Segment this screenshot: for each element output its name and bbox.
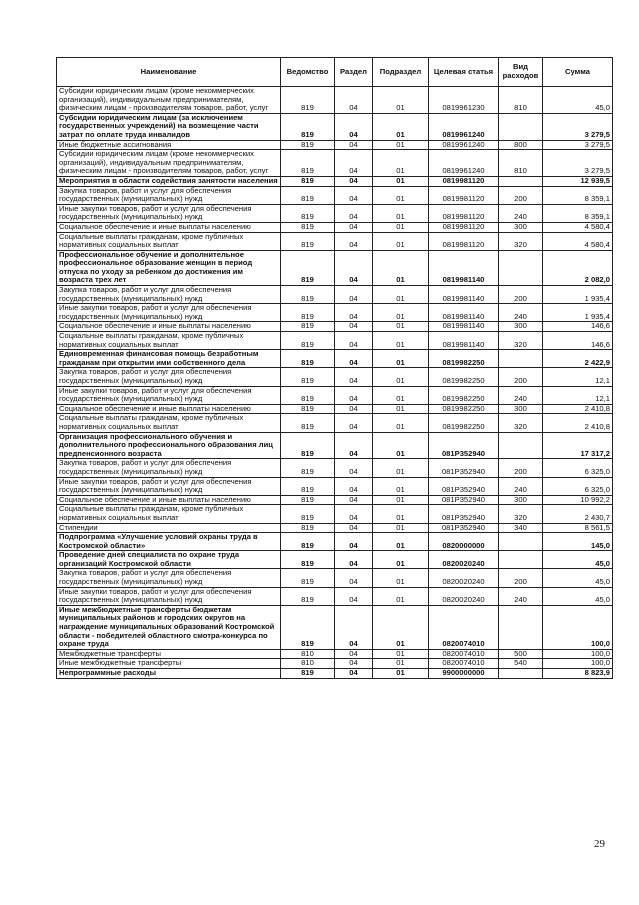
row-section-cell: 04 (335, 232, 373, 250)
row-amount-cell: 2 410,8 (543, 404, 613, 414)
row-department-cell: 819 (281, 533, 335, 551)
table-row (57, 204, 613, 222)
row-department-cell: 819 (281, 176, 335, 186)
row-amount-cell: 45,0 (543, 569, 613, 587)
row-name-cell: Мероприятия в области содействия занятости населения (57, 176, 281, 186)
table-row (57, 87, 613, 114)
row-amount-cell: 2 430,7 (543, 505, 613, 523)
row-department-cell: 819 (281, 459, 335, 477)
row-target-article-cell: 0819982250 (429, 368, 499, 386)
row-expense-type-cell: 240 (499, 386, 543, 404)
row-expense-type-cell (499, 176, 543, 186)
row-target-article-cell: 0820074010 (429, 649, 499, 659)
row-amount-cell: 8 359,1 (543, 204, 613, 222)
row-expense-type-cell (499, 551, 543, 569)
row-amount-cell: 3 279,5 (543, 150, 613, 177)
row-expense-type-cell: 810 (499, 87, 543, 114)
row-section-cell: 04 (335, 533, 373, 551)
row-expense-type-cell: 320 (499, 232, 543, 250)
row-department-cell: 819 (281, 605, 335, 649)
table-row (57, 386, 613, 404)
table-row (57, 368, 613, 386)
row-name-cell: Стипендии (57, 523, 281, 533)
row-subsection-cell: 01 (373, 222, 429, 232)
row-target-article-cell: 0819982250 (429, 386, 499, 404)
row-amount-cell: 4 580,4 (543, 232, 613, 250)
row-name-cell: Социальные выплаты гражданам, кроме публичных нормативных социальных выплат (57, 505, 281, 523)
header-target-article: Целевая статья (429, 58, 499, 87)
table-row (57, 505, 613, 523)
row-amount-cell: 100,0 (543, 659, 613, 669)
row-expense-type-cell: 320 (499, 414, 543, 432)
row-section-cell: 04 (335, 386, 373, 404)
row-amount-cell: 6 325,0 (543, 477, 613, 495)
table-row (57, 322, 613, 332)
row-department-cell: 819 (281, 350, 335, 368)
row-target-article-cell: 081P352940 (429, 523, 499, 533)
budget-table (56, 57, 613, 679)
row-name-cell: Иные межбюджетные трансферты бюджетам муниципальных районов и городских округов на награждение муниципальных образований Костромской области - победителей областного смотра-конкурса по охране труда (57, 605, 281, 649)
row-section-cell: 04 (335, 569, 373, 587)
table-row (57, 332, 613, 350)
row-section-cell: 04 (335, 649, 373, 659)
row-name-cell: Субсидии юридическим лицам (кроме некоммерческих организаций), индивидуальным предпринимателям, физическим лицам - производителям товаров, работ, услуг (57, 87, 281, 114)
row-section-cell: 04 (335, 659, 373, 669)
row-department-cell: 819 (281, 87, 335, 114)
row-target-article-cell: 0819981120 (429, 232, 499, 250)
row-name-cell: Социальные выплаты гражданам, кроме публичных нормативных социальных выплат (57, 414, 281, 432)
row-subsection-cell: 01 (373, 232, 429, 250)
table-row (57, 569, 613, 587)
table-row (57, 523, 613, 533)
row-department-cell: 819 (281, 669, 335, 679)
row-target-article-cell: 0819981140 (429, 322, 499, 332)
table-row (57, 605, 613, 649)
table-row (57, 659, 613, 669)
row-department-cell: 819 (281, 477, 335, 495)
row-target-article-cell: 0819961230 (429, 87, 499, 114)
row-department-cell: 819 (281, 551, 335, 569)
row-target-article-cell: 0819981140 (429, 250, 499, 285)
row-expense-type-cell (499, 669, 543, 679)
row-subsection-cell: 01 (373, 649, 429, 659)
row-name-cell: Закупка товаров, работ и услуг для обеспечения государственных (муниципальных) нужд (57, 459, 281, 477)
row-amount-cell: 2 422,9 (543, 350, 613, 368)
row-expense-type-cell (499, 250, 543, 285)
row-name-cell: Социальное обеспечение и иные выплаты населению (57, 222, 281, 232)
row-amount-cell: 145,0 (543, 533, 613, 551)
row-section-cell: 04 (335, 605, 373, 649)
row-department-cell: 819 (281, 286, 335, 304)
row-expense-type-cell: 320 (499, 505, 543, 523)
row-subsection-cell: 01 (373, 386, 429, 404)
row-section-cell: 04 (335, 286, 373, 304)
row-name-cell: Закупка товаров, работ и услуг для обеспечения государственных (муниципальных) нужд (57, 186, 281, 204)
header-subsection: Подраздел (373, 58, 429, 87)
row-subsection-cell: 01 (373, 250, 429, 285)
row-department-cell: 819 (281, 204, 335, 222)
row-section-cell: 04 (335, 459, 373, 477)
row-department-cell: 819 (281, 495, 335, 505)
table-row (57, 495, 613, 505)
row-target-article-cell: 0819961240 (429, 113, 499, 140)
row-department-cell: 819 (281, 386, 335, 404)
row-name-cell: Межбюджетные трансферты (57, 649, 281, 659)
row-amount-cell: 100,0 (543, 605, 613, 649)
row-subsection-cell: 01 (373, 150, 429, 177)
row-target-article-cell: 0820020240 (429, 569, 499, 587)
row-department-cell: 819 (281, 150, 335, 177)
row-subsection-cell: 01 (373, 286, 429, 304)
table-header-row (57, 58, 613, 87)
row-target-article-cell: 0819981140 (429, 332, 499, 350)
row-amount-cell: 146,6 (543, 332, 613, 350)
row-subsection-cell: 01 (373, 414, 429, 432)
row-expense-type-cell: 300 (499, 404, 543, 414)
row-amount-cell: 100,0 (543, 649, 613, 659)
row-department-cell: 819 (281, 368, 335, 386)
row-subsection-cell: 01 (373, 140, 429, 150)
row-department-cell: 819 (281, 250, 335, 285)
row-department-cell: 810 (281, 649, 335, 659)
row-subsection-cell: 01 (373, 533, 429, 551)
header-section: Раздел (335, 58, 373, 87)
row-target-article-cell: 0819982250 (429, 414, 499, 432)
row-name-cell: Профессиональное обучение и дополнительное профессиональное образование женщин в период отпуска по уходу за ребенком до достижения им возраста трех лет (57, 250, 281, 285)
row-name-cell: Иные закупки товаров, работ и услуг для обеспечения государственных (муниципальных) нужд (57, 477, 281, 495)
table-row (57, 649, 613, 659)
row-name-cell: Субсидии юридическим лицам (за исключением государственных учреждений) на возмещение части затрат по оплате труда инвалидов (57, 113, 281, 140)
row-target-article-cell: 0820020240 (429, 551, 499, 569)
row-name-cell: Иные закупки товаров, работ и услуг для обеспечения государственных (муниципальных) нужд (57, 204, 281, 222)
row-section-cell: 04 (335, 250, 373, 285)
row-subsection-cell: 01 (373, 186, 429, 204)
header-department: Ведомство (281, 58, 335, 87)
row-name-cell: Закупка товаров, работ и услуг для обеспечения государственных (муниципальных) нужд (57, 368, 281, 386)
table-row (57, 286, 613, 304)
row-section-cell: 04 (335, 350, 373, 368)
row-department-cell: 819 (281, 113, 335, 140)
row-amount-cell: 8 823,9 (543, 669, 613, 679)
row-target-article-cell: 9900000000 (429, 669, 499, 679)
row-subsection-cell: 01 (373, 322, 429, 332)
row-department-cell: 819 (281, 222, 335, 232)
row-subsection-cell: 01 (373, 176, 429, 186)
row-subsection-cell: 01 (373, 332, 429, 350)
row-expense-type-cell (499, 605, 543, 649)
row-department-cell: 819 (281, 523, 335, 533)
row-subsection-cell: 01 (373, 459, 429, 477)
table-row (57, 551, 613, 569)
row-subsection-cell: 01 (373, 587, 429, 605)
row-expense-type-cell (499, 533, 543, 551)
row-expense-type-cell: 500 (499, 649, 543, 659)
row-amount-cell: 1 935,4 (543, 304, 613, 322)
row-name-cell: Социальное обеспечение и иные выплаты населению (57, 322, 281, 332)
row-expense-type-cell (499, 432, 543, 459)
row-name-cell: Подпрограмма «Улучшение условий охраны труда в Костромской области» (57, 533, 281, 551)
row-expense-type-cell: 240 (499, 304, 543, 322)
row-name-cell: Единовременная финансовая помощь безработным гражданам при открытии ими собственного дела (57, 350, 281, 368)
header-expense-type: Вид расходов (499, 58, 543, 87)
row-expense-type-cell (499, 113, 543, 140)
row-expense-type-cell: 200 (499, 459, 543, 477)
row-section-cell: 04 (335, 332, 373, 350)
row-name-cell: Организация профессионального обучения и дополнительного профессионального образования лиц предпенсионного возраста (57, 432, 281, 459)
row-expense-type-cell: 800 (499, 140, 543, 150)
row-amount-cell: 45,0 (543, 587, 613, 605)
row-target-article-cell: 081P352940 (429, 459, 499, 477)
row-section-cell: 04 (335, 113, 373, 140)
row-section-cell: 04 (335, 551, 373, 569)
table-row (57, 176, 613, 186)
row-department-cell: 819 (281, 404, 335, 414)
table-row (57, 304, 613, 322)
row-section-cell: 04 (335, 523, 373, 533)
row-name-cell: Иные закупки товаров, работ и услуг для обеспечения государственных (муниципальных) нужд (57, 386, 281, 404)
row-amount-cell: 6 325,0 (543, 459, 613, 477)
row-amount-cell: 45,0 (543, 87, 613, 114)
row-target-article-cell: 081P352940 (429, 432, 499, 459)
row-department-cell: 819 (281, 505, 335, 523)
table-body (57, 87, 613, 679)
row-expense-type-cell: 200 (499, 368, 543, 386)
row-expense-type-cell: 200 (499, 569, 543, 587)
table-row (57, 414, 613, 432)
row-department-cell: 819 (281, 587, 335, 605)
row-expense-type-cell: 300 (499, 222, 543, 232)
row-target-article-cell: 0819981120 (429, 204, 499, 222)
row-amount-cell: 4 580,4 (543, 222, 613, 232)
row-name-cell: Субсидии юридическим лицам (кроме некоммерческих организаций), индивидуальным предпринимателям, физическим лицам - производителям товаров, работ, услуг (57, 150, 281, 177)
row-subsection-cell: 01 (373, 495, 429, 505)
table-row (57, 459, 613, 477)
row-section-cell: 04 (335, 222, 373, 232)
row-expense-type-cell: 240 (499, 587, 543, 605)
row-subsection-cell: 01 (373, 87, 429, 114)
row-target-article-cell: 0819961240 (429, 150, 499, 177)
row-department-cell: 810 (281, 659, 335, 669)
row-subsection-cell: 01 (373, 350, 429, 368)
table-row (57, 140, 613, 150)
header-amount: Сумма (543, 58, 613, 87)
row-department-cell: 819 (281, 332, 335, 350)
row-subsection-cell: 01 (373, 505, 429, 523)
row-section-cell: 04 (335, 432, 373, 459)
row-section-cell: 04 (335, 477, 373, 495)
row-section-cell: 04 (335, 414, 373, 432)
table-row (57, 250, 613, 285)
row-section-cell: 04 (335, 495, 373, 505)
row-target-article-cell: 0820000000 (429, 533, 499, 551)
page-number: 29 (594, 838, 605, 850)
row-expense-type-cell: 340 (499, 523, 543, 533)
row-name-cell: Закупка товаров, работ и услуг для обеспечения государственных (муниципальных) нужд (57, 569, 281, 587)
row-expense-type-cell: 810 (499, 150, 543, 177)
row-section-cell: 04 (335, 150, 373, 177)
row-expense-type-cell: 320 (499, 332, 543, 350)
row-target-article-cell: 0819961240 (429, 140, 499, 150)
row-subsection-cell: 01 (373, 477, 429, 495)
row-section-cell: 04 (335, 669, 373, 679)
row-subsection-cell: 01 (373, 551, 429, 569)
row-name-cell: Иные межбюджетные трансферты (57, 659, 281, 669)
row-amount-cell: 3 279,5 (543, 140, 613, 150)
row-section-cell: 04 (335, 176, 373, 186)
row-section-cell: 04 (335, 404, 373, 414)
row-subsection-cell: 01 (373, 404, 429, 414)
row-target-article-cell: 081P352940 (429, 505, 499, 523)
row-target-article-cell: 0819982250 (429, 350, 499, 368)
row-target-article-cell: 0820074010 (429, 659, 499, 669)
row-section-cell: 04 (335, 186, 373, 204)
row-name-cell: Закупка товаров, работ и услуг для обеспечения государственных (муниципальных) нужд (57, 286, 281, 304)
row-amount-cell: 146,6 (543, 322, 613, 332)
row-subsection-cell: 01 (373, 605, 429, 649)
row-subsection-cell: 01 (373, 669, 429, 679)
row-department-cell: 819 (281, 140, 335, 150)
row-name-cell: Иные закупки товаров, работ и услуг для обеспечения государственных (муниципальных) нужд (57, 587, 281, 605)
row-name-cell: Социальное обеспечение и иные выплаты населению (57, 495, 281, 505)
row-subsection-cell: 01 (373, 204, 429, 222)
row-expense-type-cell: 300 (499, 495, 543, 505)
row-target-article-cell: 081P352940 (429, 477, 499, 495)
row-section-cell: 04 (335, 587, 373, 605)
row-amount-cell: 10 992,2 (543, 495, 613, 505)
table-row (57, 113, 613, 140)
row-target-article-cell: 081P352940 (429, 495, 499, 505)
row-department-cell: 819 (281, 322, 335, 332)
row-name-cell: Социальное обеспечение и иные выплаты населению (57, 404, 281, 414)
row-amount-cell: 3 279,5 (543, 113, 613, 140)
row-section-cell: 04 (335, 322, 373, 332)
row-section-cell: 04 (335, 87, 373, 114)
row-amount-cell: 8 561,5 (543, 523, 613, 533)
row-name-cell: Проведение дней специалиста по охране труда организаций Костромской области (57, 551, 281, 569)
row-expense-type-cell: 240 (499, 204, 543, 222)
table-row (57, 150, 613, 177)
row-expense-type-cell: 200 (499, 286, 543, 304)
row-amount-cell: 8 359,1 (543, 186, 613, 204)
row-amount-cell: 45,0 (543, 551, 613, 569)
row-target-article-cell: 0819981140 (429, 304, 499, 322)
table-row (57, 222, 613, 232)
row-expense-type-cell: 540 (499, 659, 543, 669)
row-subsection-cell: 01 (373, 113, 429, 140)
row-subsection-cell: 01 (373, 368, 429, 386)
row-department-cell: 819 (281, 569, 335, 587)
row-amount-cell: 12 939,5 (543, 176, 613, 186)
table-row (57, 404, 613, 414)
row-subsection-cell: 01 (373, 569, 429, 587)
row-subsection-cell: 01 (373, 523, 429, 533)
table-row (57, 232, 613, 250)
row-name-cell: Социальные выплаты гражданам, кроме публичных нормативных социальных выплат (57, 332, 281, 350)
row-target-article-cell: 0820074010 (429, 605, 499, 649)
table-row (57, 477, 613, 495)
row-target-article-cell: 0819981140 (429, 286, 499, 304)
row-expense-type-cell: 300 (499, 322, 543, 332)
row-amount-cell: 12,1 (543, 368, 613, 386)
row-amount-cell: 2 082,0 (543, 250, 613, 285)
row-target-article-cell: 0819982250 (429, 404, 499, 414)
row-department-cell: 819 (281, 414, 335, 432)
row-section-cell: 04 (335, 204, 373, 222)
row-name-cell: Иные бюджетные ассигнования (57, 140, 281, 150)
row-amount-cell: 2 410,8 (543, 414, 613, 432)
row-target-article-cell: 0820020240 (429, 587, 499, 605)
row-target-article-cell: 0819981120 (429, 186, 499, 204)
row-name-cell: Иные закупки товаров, работ и услуг для обеспечения государственных (муниципальных) нужд (57, 304, 281, 322)
row-section-cell: 04 (335, 368, 373, 386)
row-department-cell: 819 (281, 304, 335, 322)
row-amount-cell: 1 935,4 (543, 286, 613, 304)
table-row (57, 669, 613, 679)
row-section-cell: 04 (335, 505, 373, 523)
table-row (57, 533, 613, 551)
row-name-cell: Непрограммные расходы (57, 669, 281, 679)
row-name-cell: Социальные выплаты гражданам, кроме публичных нормативных социальных выплат (57, 232, 281, 250)
row-department-cell: 819 (281, 186, 335, 204)
row-section-cell: 04 (335, 140, 373, 150)
row-target-article-cell: 0819981120 (429, 176, 499, 186)
row-department-cell: 819 (281, 432, 335, 459)
row-amount-cell: 12,1 (543, 386, 613, 404)
row-target-article-cell: 0819981120 (429, 222, 499, 232)
row-amount-cell: 17 317,2 (543, 432, 613, 459)
row-expense-type-cell (499, 350, 543, 368)
row-department-cell: 819 (281, 232, 335, 250)
row-expense-type-cell: 240 (499, 477, 543, 495)
table-row (57, 186, 613, 204)
row-subsection-cell: 01 (373, 304, 429, 322)
table-row (57, 432, 613, 459)
row-expense-type-cell: 200 (499, 186, 543, 204)
row-section-cell: 04 (335, 304, 373, 322)
row-subsection-cell: 01 (373, 432, 429, 459)
table-row (57, 587, 613, 605)
row-subsection-cell: 01 (373, 659, 429, 669)
header-name: Наименование (57, 58, 281, 87)
table-row (57, 350, 613, 368)
